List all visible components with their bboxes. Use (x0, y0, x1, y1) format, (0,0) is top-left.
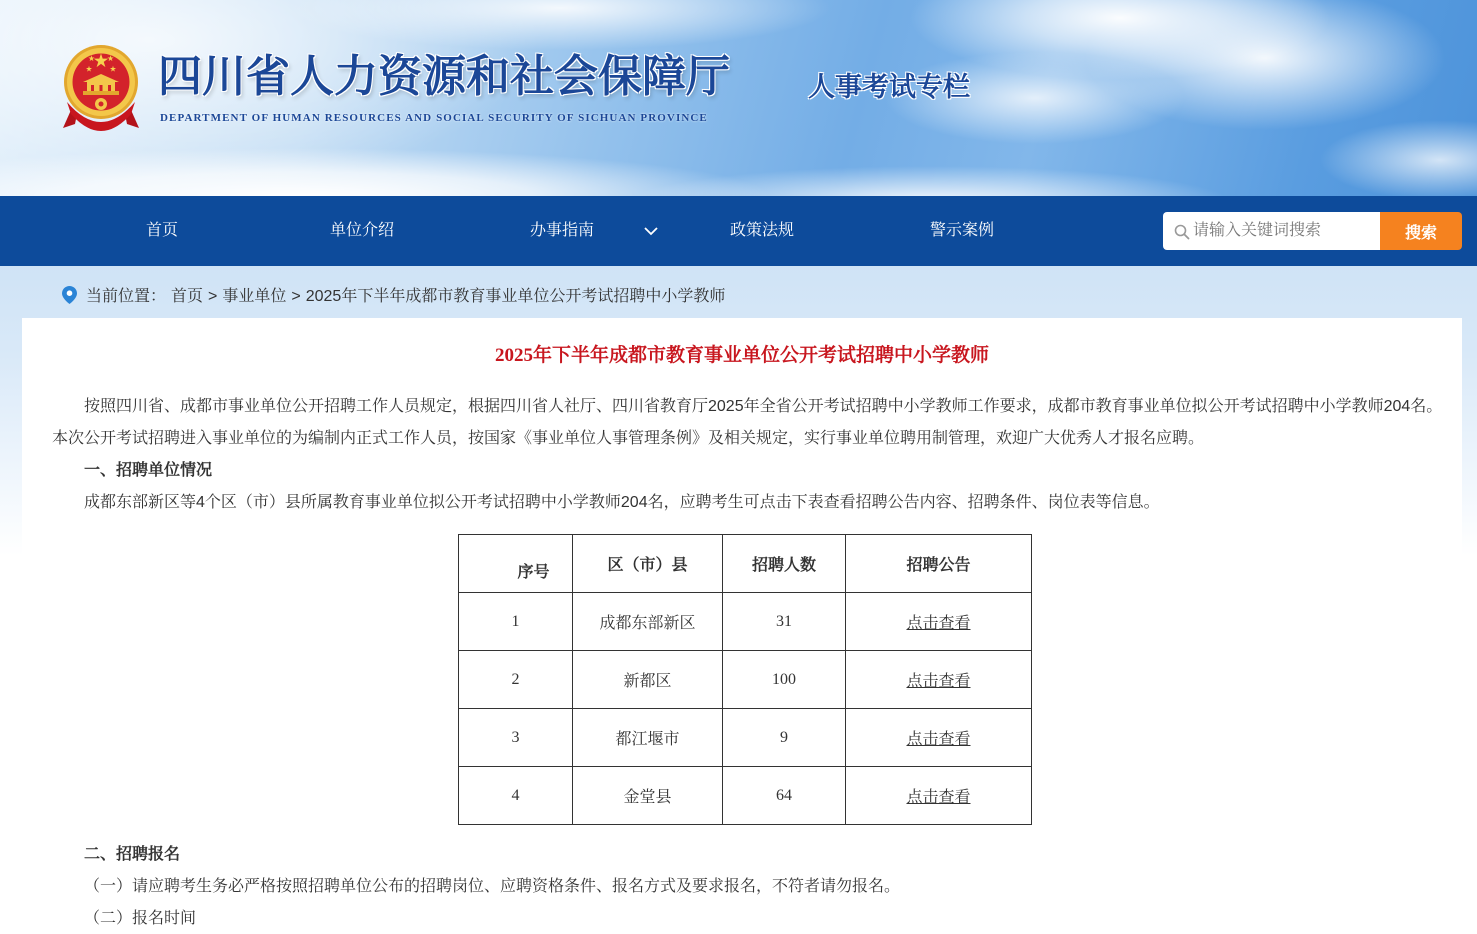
section-paragraph: （一）请应聘考生务必严格按照招聘单位公布的招聘岗位、应聘资格条件、报名方式及要求报名，不符者请勿报名。 (84, 878, 901, 895)
column-header-label: 序号 (517, 564, 550, 581)
search-button[interactable]: 搜索 (1380, 212, 1462, 250)
search-icon (1174, 224, 1190, 240)
article-title: 2025年下半年成都市教育事业单位公开考试招聘中小学教师 (494, 345, 989, 366)
breadcrumb-current-page: 2025年下半年成都市教育事业单位公开考试招聘中小学教师 (305, 288, 726, 305)
cell-number: 1 (459, 593, 573, 651)
cell-district: 金堂县 (573, 767, 723, 825)
breadcrumb-separator: > (208, 288, 218, 305)
cell-count: 9 (723, 709, 846, 767)
column-header-notice: 招聘公告 (846, 535, 1032, 593)
cell-district: 新都区 (573, 651, 723, 709)
breadcrumb-link-home[interactable]: 首页 (171, 288, 204, 305)
column-header-number (459, 535, 573, 593)
cell-count: 64 (723, 767, 846, 825)
cell-number: 3 (459, 709, 573, 767)
table-row (459, 709, 1032, 767)
recruitment-table (458, 534, 1032, 825)
nav-item-label: 单位介绍 (329, 222, 394, 239)
breadcrumb (0, 266, 1477, 318)
view-notice-link[interactable]: 点击查看 (906, 789, 971, 806)
breadcrumb-separator: > (291, 288, 301, 305)
national-emblem-icon (61, 44, 141, 132)
table-header-row (459, 535, 1032, 593)
cell-district: 都江堰市 (573, 709, 723, 767)
nav-item-label: 办事指南 (529, 222, 594, 239)
breadcrumb-prefix: 当前位置： (86, 288, 167, 305)
search-input[interactable] (1163, 212, 1380, 250)
column-header-district: 区（市）县 (573, 535, 723, 593)
table-row (459, 593, 1032, 651)
search-bar (1163, 212, 1462, 250)
org-name: 四川省人力资源和社会保障厅 (158, 52, 730, 101)
table-row (459, 767, 1032, 825)
site-header (0, 0, 1477, 196)
location-pin-icon (62, 286, 77, 304)
view-notice-link[interactable]: 点击查看 (906, 673, 971, 690)
cell-count: 100 (723, 651, 846, 709)
nav-item-home[interactable] (62, 196, 262, 266)
section-heading-recruiting-units: 一、招聘单位情况 (84, 462, 213, 479)
intro-paragraph: 按照四川省、成都市事业单位公开招聘工作人员规定，根据四川省人社厅、四川省教育厅2025年全省公开考试招聘中小学教师工作要求，成都市教育事业单位拟公开考试招聘中小学教师204名。本次公开考试招聘进入事业单位的为编制内正式工作人员，按国家《事业单位人事管理条例》及相关规定，实行事业单位聘用制管理，欢迎广大优秀人才报名应聘。 (52, 398, 1443, 447)
cell-count: 31 (723, 593, 846, 651)
chevron-down-icon[interactable] (644, 227, 658, 236)
article-card (22, 318, 1462, 934)
nav-item-about[interactable] (262, 196, 462, 266)
nav-item-label: 警示案例 (929, 222, 994, 239)
breadcrumb-link-public-institutions[interactable]: 事业单位 (222, 288, 287, 305)
nav-item-label: 首页 (145, 222, 178, 239)
cell-number: 4 (459, 767, 573, 825)
cell-notice (846, 651, 1032, 709)
nav-item-warning-cases[interactable] (862, 196, 1062, 266)
section-heading-registration: 二、招聘报名 (84, 846, 181, 863)
nav-item-label: 政策法规 (729, 222, 794, 239)
column-name: 人事考试专栏 (808, 72, 970, 102)
view-notice-link[interactable]: 点击查看 (906, 731, 971, 748)
breadcrumb-trail (86, 281, 725, 313)
cell-number: 2 (459, 651, 573, 709)
main-nav (0, 196, 1477, 266)
view-notice-link[interactable]: 点击查看 (906, 615, 971, 632)
cell-district: 成都东部新区 (573, 593, 723, 651)
nav-item-guide[interactable] (462, 196, 662, 266)
cell-notice (846, 767, 1032, 825)
nav-item-policies[interactable] (662, 196, 862, 266)
table-row (459, 651, 1032, 709)
cell-notice (846, 709, 1032, 767)
column-header-count: 招聘人数 (723, 535, 846, 593)
section-paragraph: （二）报名时间 (84, 910, 197, 927)
cell-notice (846, 593, 1032, 651)
section-paragraph: 成都东部新区等4个区（市）县所属教育事业单位拟公开考试招聘中小学教师204名，应聘考生可点击下表查看招聘公告内容、招聘条件、岗位表等信息。 (84, 494, 1160, 511)
org-name-english: DEPARTMENT OF HUMAN RESOURCES AND SOCIAL SECURITY OF SICHUAN PROVINCE (160, 112, 708, 124)
